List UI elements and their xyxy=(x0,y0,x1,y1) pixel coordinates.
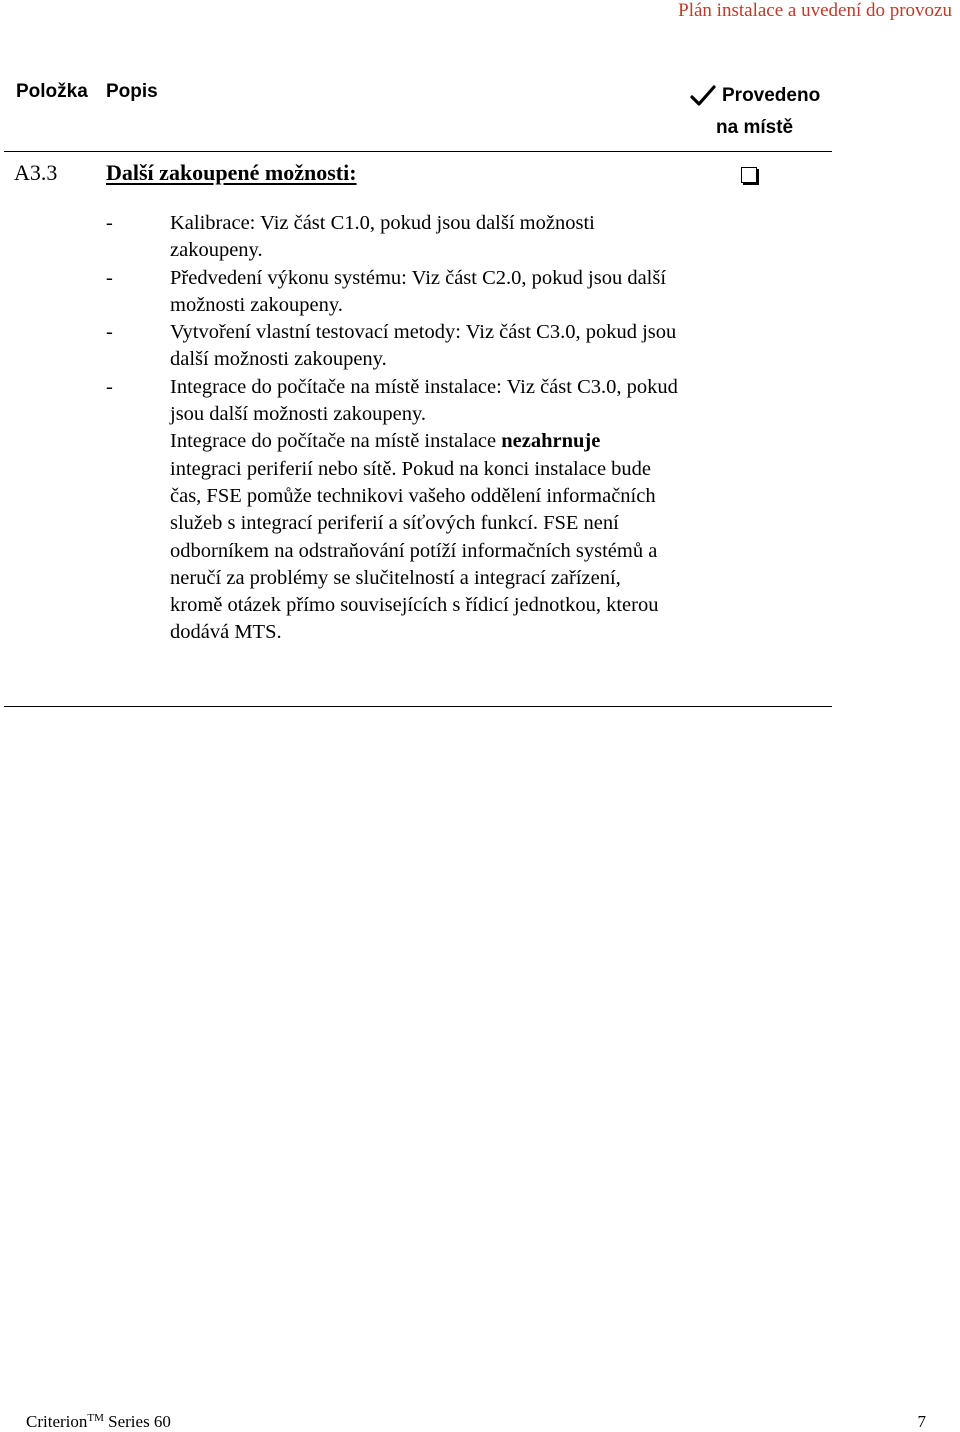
note-emphasis: nezahrnuje xyxy=(501,430,601,453)
column-header-done-line2: na místě xyxy=(716,117,794,138)
list-dash: - xyxy=(106,321,113,344)
list-dash: - xyxy=(106,212,113,234)
list-item-text: Kalibrace: Viz část C1.0, pokud jsou další možnosti zakoupeny. xyxy=(170,212,595,262)
header-divider xyxy=(4,151,832,152)
check-icon xyxy=(690,85,716,107)
note-text-before: Integrace do počítače na místě instalace xyxy=(170,430,502,453)
running-header: Plán instalace a uvedení do provozu xyxy=(678,0,952,21)
page-number: 7 xyxy=(917,1412,926,1431)
footer-series: Series 60 xyxy=(108,1412,171,1431)
section-number: A3.3 xyxy=(14,160,58,185)
list-item xyxy=(106,319,677,374)
list-dash: - xyxy=(106,266,113,289)
list-item-text: Předvedení výkonu systému: Viz část C2.0, pokud jsou další možnosti zakoupeny. xyxy=(170,266,667,316)
list-item xyxy=(106,374,678,429)
footer-trademark: TM xyxy=(87,1412,104,1424)
list-item xyxy=(106,210,666,265)
list-item-text: Integrace do počítače na místě instalace: Viz část C3.0, pokud jsou další možnosti zakoupeny. xyxy=(170,375,678,426)
column-header-description: Popis xyxy=(106,81,158,102)
list-item-text: Vytvoření vlastní testovací metody: Viz část C3.0, pokud jsou další možnosti zakoupeny. xyxy=(170,321,677,371)
integration-note xyxy=(106,428,666,646)
section-title: Další zakoupené možnosti: xyxy=(106,160,357,185)
column-header-done xyxy=(690,85,820,107)
done-checkbox[interactable] xyxy=(741,167,757,183)
note-text-after: integraci periferií nebo sítě. Pokud na konci instalace bude čas, FSE pomůže technikovi vašeho oddělení informačních služeb s integrací periferií a síťových funkcí. FSE není odborníkem na odstraňování potíží informačních systémů a neručí za problémy se slučitelností a integrací zařízení, kromě otázek přímo souvisejících s řídicí jednotkou, kterou dodává MTS. xyxy=(170,457,659,644)
options-list xyxy=(106,210,678,647)
column-header-done-line1: Provedeno xyxy=(722,85,821,106)
footer-product xyxy=(26,1412,171,1432)
column-header-item: Položka xyxy=(16,81,88,102)
section-divider xyxy=(4,706,832,707)
list-item xyxy=(106,265,666,320)
footer-product-name: Criterion xyxy=(26,1412,88,1431)
list-dash: - xyxy=(106,375,113,398)
